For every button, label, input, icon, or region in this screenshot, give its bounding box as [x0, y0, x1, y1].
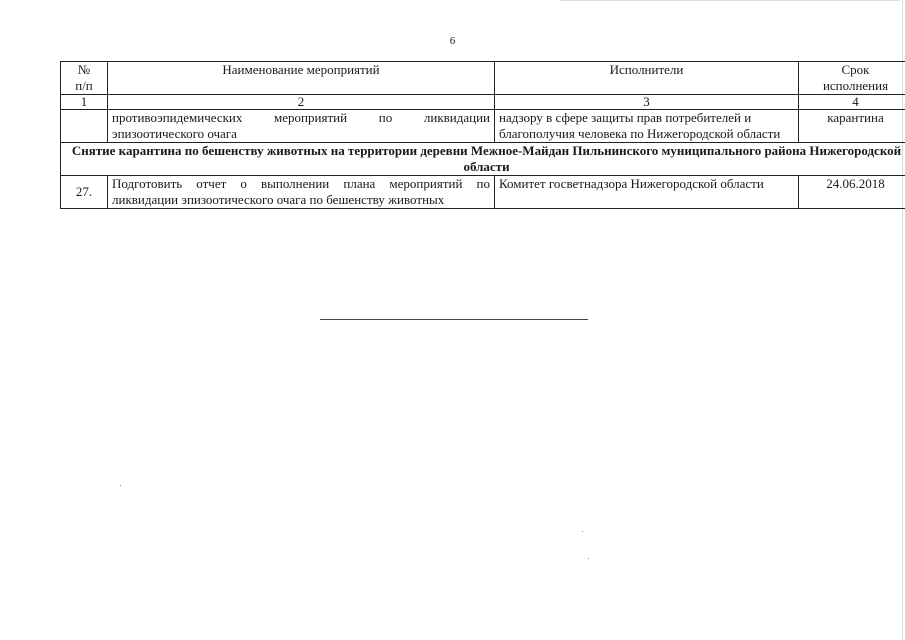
measures-table [60, 61, 905, 209]
scan-speck [582, 531, 583, 532]
header-num: № п/п [61, 62, 108, 95]
row-num: 27. [61, 176, 108, 209]
column-index-1: 1 [61, 95, 108, 110]
header-executors: Исполнители [495, 62, 799, 95]
end-of-document-rule [320, 319, 588, 320]
column-index-row [61, 95, 905, 110]
row-term: 24.06.2018 [799, 176, 905, 209]
table-row-continued [61, 110, 905, 143]
table-header-row [61, 62, 905, 95]
column-index-4: 4 [799, 95, 905, 110]
row-term: карантина [799, 110, 905, 143]
row-executors: Комитет госветнадзора Нижегородской области [495, 176, 799, 209]
page-number: 6 [449, 35, 456, 47]
scan-speck [588, 558, 589, 559]
header-term: Срок исполнения [799, 62, 905, 95]
section-title: Снятие карантина по бешенству животных на территории деревни Межное-Майдан Пильнинского муниципального района Нижегородской области [61, 143, 905, 176]
row-name: противоэпидемических мероприятий по ликвидации эпизоотического очага [108, 110, 495, 143]
header-name: Наименование мероприятий [108, 62, 495, 95]
scan-speck [120, 485, 121, 486]
row-executors: надзору в сфере защиты прав потребителей и благополучия человека по Нижегородской области [495, 110, 799, 143]
section-row [61, 143, 905, 176]
scan-top-edge [560, 0, 900, 1]
column-index-2: 2 [108, 95, 495, 110]
row-num [61, 110, 108, 143]
row-name: Подготовить отчет о выполнении плана мероприятий по ликвидации эпизоотического очага по бешенству животных [108, 176, 495, 209]
table-row-27 [61, 176, 905, 209]
column-index-3: 3 [495, 95, 799, 110]
